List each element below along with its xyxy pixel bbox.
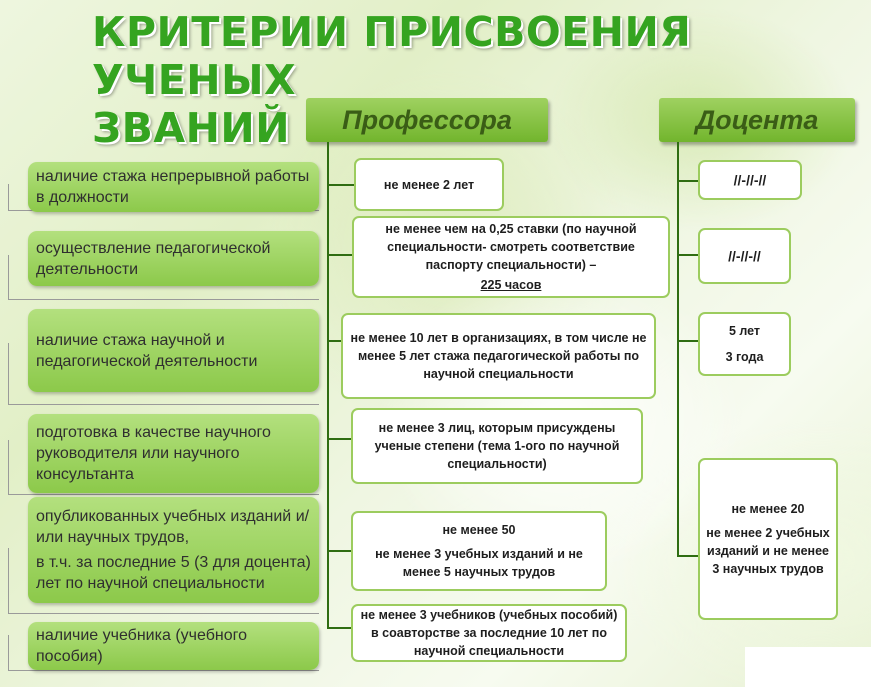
connector-line [327, 184, 354, 186]
connector-line [327, 340, 342, 342]
box-text: не менее чем на 0,25 ставки (по научной специальности- смотреть соответствие паспорту специальности) – [385, 222, 637, 272]
header-docent [659, 98, 855, 142]
box-text: 5 лет [728, 324, 761, 338]
criterion-pedagogical-activity [28, 231, 319, 286]
box-text: не менее 2 лет [383, 177, 475, 192]
box-text: 3 года [725, 350, 764, 364]
box-text: //-//-// [733, 172, 767, 188]
professor-publications-box [351, 511, 607, 591]
professor-pedagogy-box [352, 216, 670, 298]
docent-pedagogy-box [698, 228, 791, 284]
box-text: не менее 3 лиц, которым присуждены ученые степени (тема 1-ого по научной специальности) [374, 421, 620, 471]
box-text: не менее 10 лет в организациях, в том числе не менее 5 лет стажа педагогической работы по научной специальности [350, 331, 647, 381]
box-text: не менее 3 учебников (учебных пособий) в соавторстве за последние 10 лет по научной специальности [360, 608, 618, 658]
connector-line [327, 627, 352, 629]
professor-textbook-box [351, 604, 627, 662]
header-professor-label: Профессора [342, 104, 512, 135]
professor-service-box [354, 158, 504, 211]
header-professor [306, 98, 548, 142]
connector-line [677, 180, 698, 182]
criterion-text: наличие стажа научной и педагогической деятельности [36, 331, 258, 370]
box-highlight-text: 225 часов [480, 278, 542, 292]
connector-line [327, 550, 352, 552]
header-docent-label: Доцента [695, 104, 819, 135]
box-text: не менее 3 учебных изданий и не менее 5 научных трудов [375, 547, 583, 579]
criterion-supervision [28, 414, 319, 493]
connector-line [327, 254, 354, 256]
professor-experience-box [341, 313, 656, 399]
criterion-text: в т.ч. за последние 5 (3 для доцента) лет по научной специальности [36, 554, 311, 592]
title-line-2: ЗВАНИЙ [92, 104, 291, 152]
box-text: не менее 50 [442, 523, 516, 537]
docent-experience-box [698, 312, 791, 376]
box-text: не менее 2 учебных изданий и не менее 3 научных трудов [706, 526, 830, 576]
background-patch [745, 647, 871, 687]
criterion-text: осуществление педагогической деятельности [36, 239, 271, 278]
criterion-textbook [28, 622, 319, 670]
criterion-text: наличие учебника (учебного пособия) [36, 627, 247, 665]
connector-line [677, 555, 698, 557]
criterion-text: наличие стажа непрерывной работы в должности [36, 168, 310, 206]
title-line-1: КРИТЕРИИ ПРИСВОЕНИЯ УЧЕНЫХ [92, 8, 692, 104]
docent-spine-line [677, 142, 679, 557]
professor-supervision-box [351, 408, 643, 484]
docent-publications-box [698, 458, 838, 620]
connector-line [327, 438, 352, 440]
box-text: //-//-// [728, 248, 761, 264]
criterion-continuous-service [28, 162, 319, 212]
criterion-text: опубликованных учебных изданий и/или научных трудов, [36, 508, 310, 546]
criterion-scientific-experience [28, 309, 319, 392]
criterion-text: подготовка в качестве научного руководителя или научного консультанта [36, 424, 271, 483]
connector-line [677, 340, 698, 342]
professor-spine-line [327, 142, 329, 628]
criterion-publications [28, 497, 319, 603]
docent-service-box [698, 160, 802, 200]
box-text: не менее 20 [731, 502, 805, 516]
connector-line [677, 254, 698, 256]
